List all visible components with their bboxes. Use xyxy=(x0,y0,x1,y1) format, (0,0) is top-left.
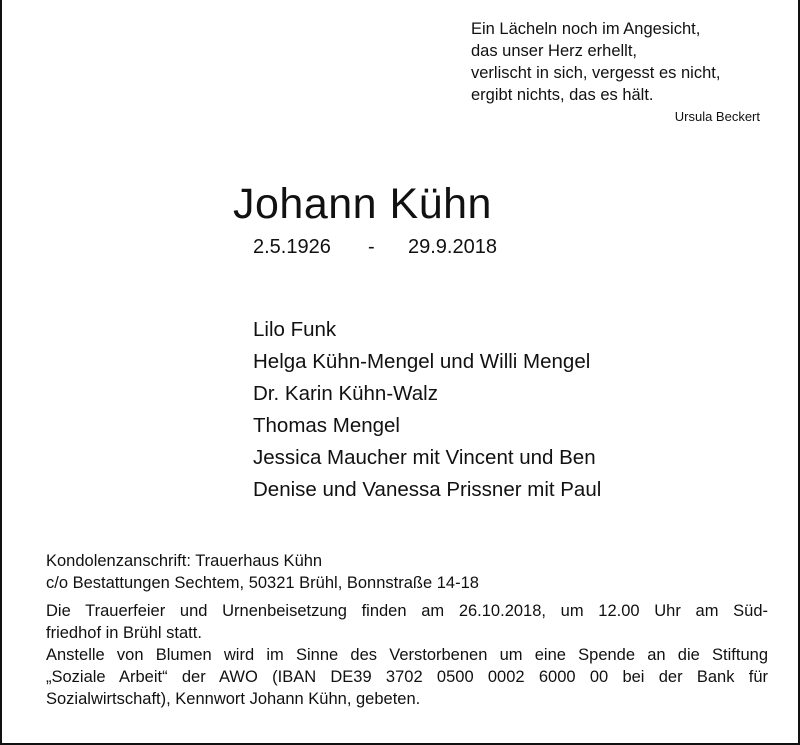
mourner-name: Lilo Funk xyxy=(253,318,337,341)
mourner-list xyxy=(253,314,601,506)
notice-info xyxy=(46,550,768,710)
ceremony-text: Die Trauerfeier und Urnenbeisetzung finden am 26.10.2018, um 12.00 Uhr am Süd- xyxy=(46,602,768,620)
poem-line: Ein Lächeln noch im Angesicht, xyxy=(471,20,701,38)
mourner-name: Jessica Maucher mit Vincent und Ben xyxy=(253,446,596,469)
poem-line: ergibt nichts, das es hält. xyxy=(471,86,654,104)
poem-line: verlischt in sich, vergesst es nicht, xyxy=(471,64,721,82)
mourner-name: Thomas Mengel xyxy=(253,414,400,437)
donation-text: Anstelle von Blumen wird im Sinne des Verstorbenen um eine Spende an die Stiftung xyxy=(46,646,768,664)
poem-author: Ursula Beckert xyxy=(674,109,760,124)
poem-line: das unser Herz erhellt, xyxy=(471,42,637,60)
death-date: 29.9.2018 xyxy=(408,236,497,258)
condolence-address: Kondolenzanschrift: Trauerhaus Kühn xyxy=(46,552,323,570)
birth-date: 2.5.1926 xyxy=(253,236,331,258)
ceremony-text: friedhof in Brühl statt. xyxy=(46,624,202,642)
life-dates xyxy=(2,233,800,261)
donation-text: Sozialwirtschaft), Kennwort Johann Kühn, gebeten. xyxy=(46,690,421,708)
donation-text: „Soziale Arbeit“ der AWO (IBAN DE39 3702 0500 0002 6000 00 bei der Bank für xyxy=(46,668,768,686)
mourner-name: Denise und Vanessa Prissner mit Paul xyxy=(253,478,602,501)
deceased-name: Johann Kühn xyxy=(233,180,492,228)
date-separator: - xyxy=(368,236,375,258)
mourner-name: Helga Kühn-Mengel und Willi Mengel xyxy=(253,350,591,373)
mourner-name: Dr. Karin Kühn-Walz xyxy=(253,382,438,405)
condolence-address-detail: c/o Bestattungen Sechtem, 50321 Brühl, Bonnstraße 14-18 xyxy=(46,574,479,592)
poem xyxy=(471,18,791,106)
